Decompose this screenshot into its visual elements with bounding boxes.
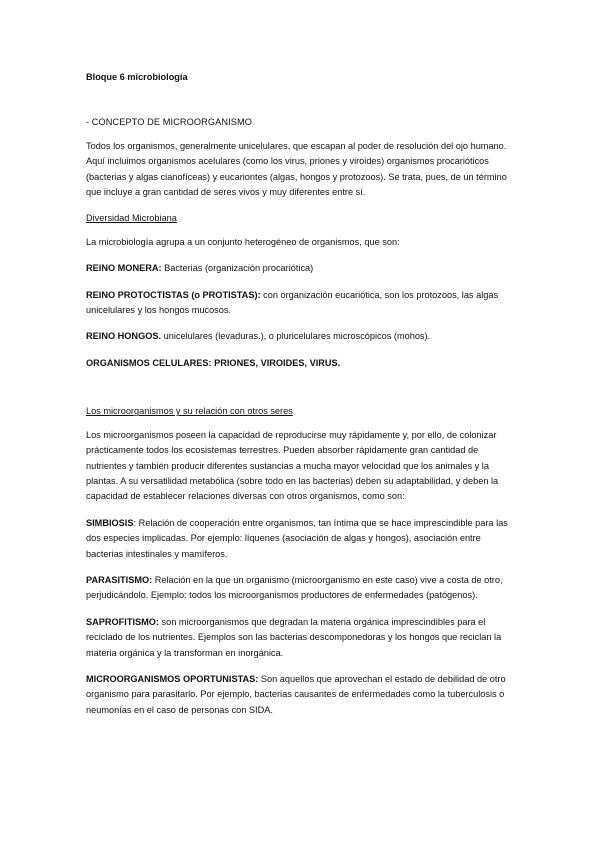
reino-monera-text: Bacterias (organización procariótica) [161, 263, 314, 274]
parasitismo-label: PARASITISMO: [86, 574, 153, 585]
oportunistas-text: Son aquellos que aprovechan el estado de debilidad de otro organismo para parasitarlo. Por ejemplo, bacterias causantes de enfermedades como la tuberculosis o neumonías en el caso de personas con SIDA. [86, 673, 506, 715]
oportunistas-paragraph [86, 672, 518, 718]
simbiosis-paragraph [86, 516, 518, 562]
saprofitismo-text: son microorganismos que degradan la materia orgánica imprescindibles para el reciclado de los nutrientes. Ejemplos son las bacterias descomponedoras y los hongos que reciclan la materia orgánica y la transforman en inorgánica. [86, 616, 502, 658]
organismos-celulares-line: ORGANISMOS CELULARES: PRIONES, VIROIDES, VIRUS. [86, 357, 341, 368]
parasitismo-text: Relación en la que un organismo (microorganismo en este caso) vive a costa de otro, perjudicándolo. Ejemplo: todos los microorganismos productores de enfermedades (patógenos). [86, 574, 503, 601]
reino-monera-paragraph [86, 261, 518, 276]
concept-heading: - CONCEPTO DE MICROORGANISMO [86, 117, 252, 128]
document-title: Bloque 6 microbiología [86, 72, 188, 82]
reino-hongos-paragraph [86, 329, 518, 344]
reino-hongos-label: REINO HONGOS. [86, 331, 162, 342]
relation-heading: Los microorganismos y su relación con otros seres [86, 406, 293, 417]
reino-hongos-text: unicelulares (levaduras.), o pluricelulares microscópicos (mohos). [161, 331, 431, 342]
oportunistas-label: MICROORGANISMOS OPORTUNISTAS: [86, 673, 259, 684]
diversity-heading: Diversidad Microbiana [86, 213, 177, 224]
simbiosis-label: SIMBIOSIS [86, 517, 134, 528]
saprofitismo-paragraph [86, 615, 518, 661]
parasitismo-paragraph [86, 573, 518, 604]
reino-protoctistas-paragraph [86, 288, 518, 319]
simbiosis-text: : Relación de cooperación entre organismos, tan íntima que se hace imprescindible para las dos especies implicadas. Por ejemplo: líquenes (asociación de algas y hongos), asociación entre bacterias intestinales y mamíferos. [86, 517, 508, 559]
document-content [86, 70, 518, 729]
diversity-intro: La microbiología agrupa a un conjunto heterogéneo de organismos, que son: [86, 236, 400, 247]
section-spacer [86, 382, 518, 404]
reino-protoctistas-text: con organización eucariótica, son los protozoos, las algas unicelulares y los hongos mucosos. [86, 289, 499, 316]
reino-monera-label: REINO MONERA: [86, 263, 162, 274]
reino-protoctistas-label: REINO PROTOCTISTAS (o PROTISTAS): [86, 289, 261, 300]
relation-paragraph: Los microorganismos poseen la capacidad de reproducirse muy rápidamente y, por ello, de colonizar prácticamente todos los ecosistemas terrestres. Pueden absorber rápidamente gran cantidad de nutrientes y también producir diferentes sustancias a mucha mayor velocidad que los animales y la plantas. A su versatilidad metabólica (sobre todo en las bacterias) deben su adaptabilidad, y deben la capacidad de establecer relaciones diversas con otros organismos, como son: [86, 429, 499, 502]
saprofitismo-label: SAPROFITISMO: [86, 616, 159, 627]
concept-paragraph: Todos los organismos, generalmente unicelulares, que escapan al poder de resolución del ojo humano. Aquí incluimos organismos acelulares (como los virus, priones y viroides) organismos procarióticos (bacterias y algas cianofíceas) y eucariontes (algas, hongos y protozoos). Se trata, pues, de un término que incluye a gran cantidad de seres vivos y muy diferentes entre sí. [86, 140, 507, 198]
